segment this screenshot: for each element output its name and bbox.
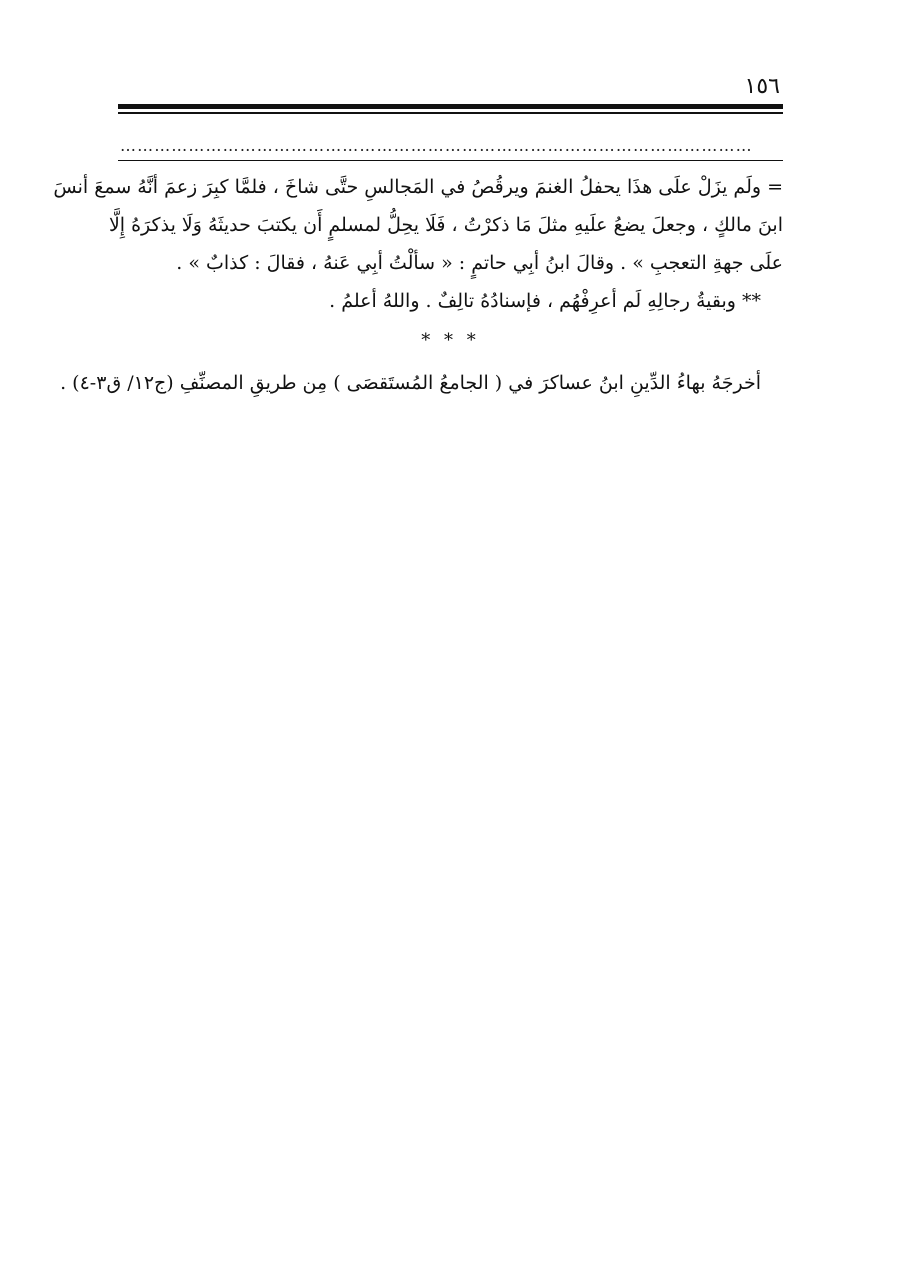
main-text — [60, 364, 783, 402]
footnote-line-1: = ولَم يزَلْ علَى هذَا يحفلُ الغنمَ ويرقُصُ في المَجالسِ حتَّى شاخَ ، فلمَّا كبِرَ زعمَ أنَّهُ سمعَ أنسَ — [53, 176, 783, 198]
main-paragraph: أخرجَهُ بهاءُ الدِّينِ ابنُ عساكرَ في ( الجامعُ المُستَقصَى ) مِن طريقِ المصنِّفِ (ج١٢/ ق٣-٤) . — [60, 372, 761, 394]
section-stars: * * * — [421, 330, 480, 351]
footnote-line-3: علَى جهةِ التعجبِ » . وقالَ ابنُ أبِي حاتمٍ : « سألْتُ أبِي عَنهُ ، فقالَ : كذابٌ » . — [176, 252, 783, 274]
page-number: ١٥٦ — [744, 74, 780, 99]
header-rule-thin — [118, 112, 783, 114]
header-rule-thick — [118, 104, 783, 109]
dotted-separator: ………………………………………………………………………………………………… — [120, 136, 753, 155]
footnote-line-4: ** وبقيةُ رجالِهِ لَم أعرِفْهُم ، فإسنادُهُ تالِفٌ . واللهُ أعلمُ . — [329, 290, 761, 312]
footnote-text — [53, 168, 783, 320]
footnote-rule — [118, 160, 783, 161]
footnote-line-2: ابنَ مالكٍ ، وجعلَ يضعُ علَيهِ مثلَ مَا ذكرْتُ ، فَلَا يحِلُّ لمسلمٍ أَن يكتبَ حديثَهُ وَلَا يذكرَهُ إِلَّا — [108, 214, 783, 236]
